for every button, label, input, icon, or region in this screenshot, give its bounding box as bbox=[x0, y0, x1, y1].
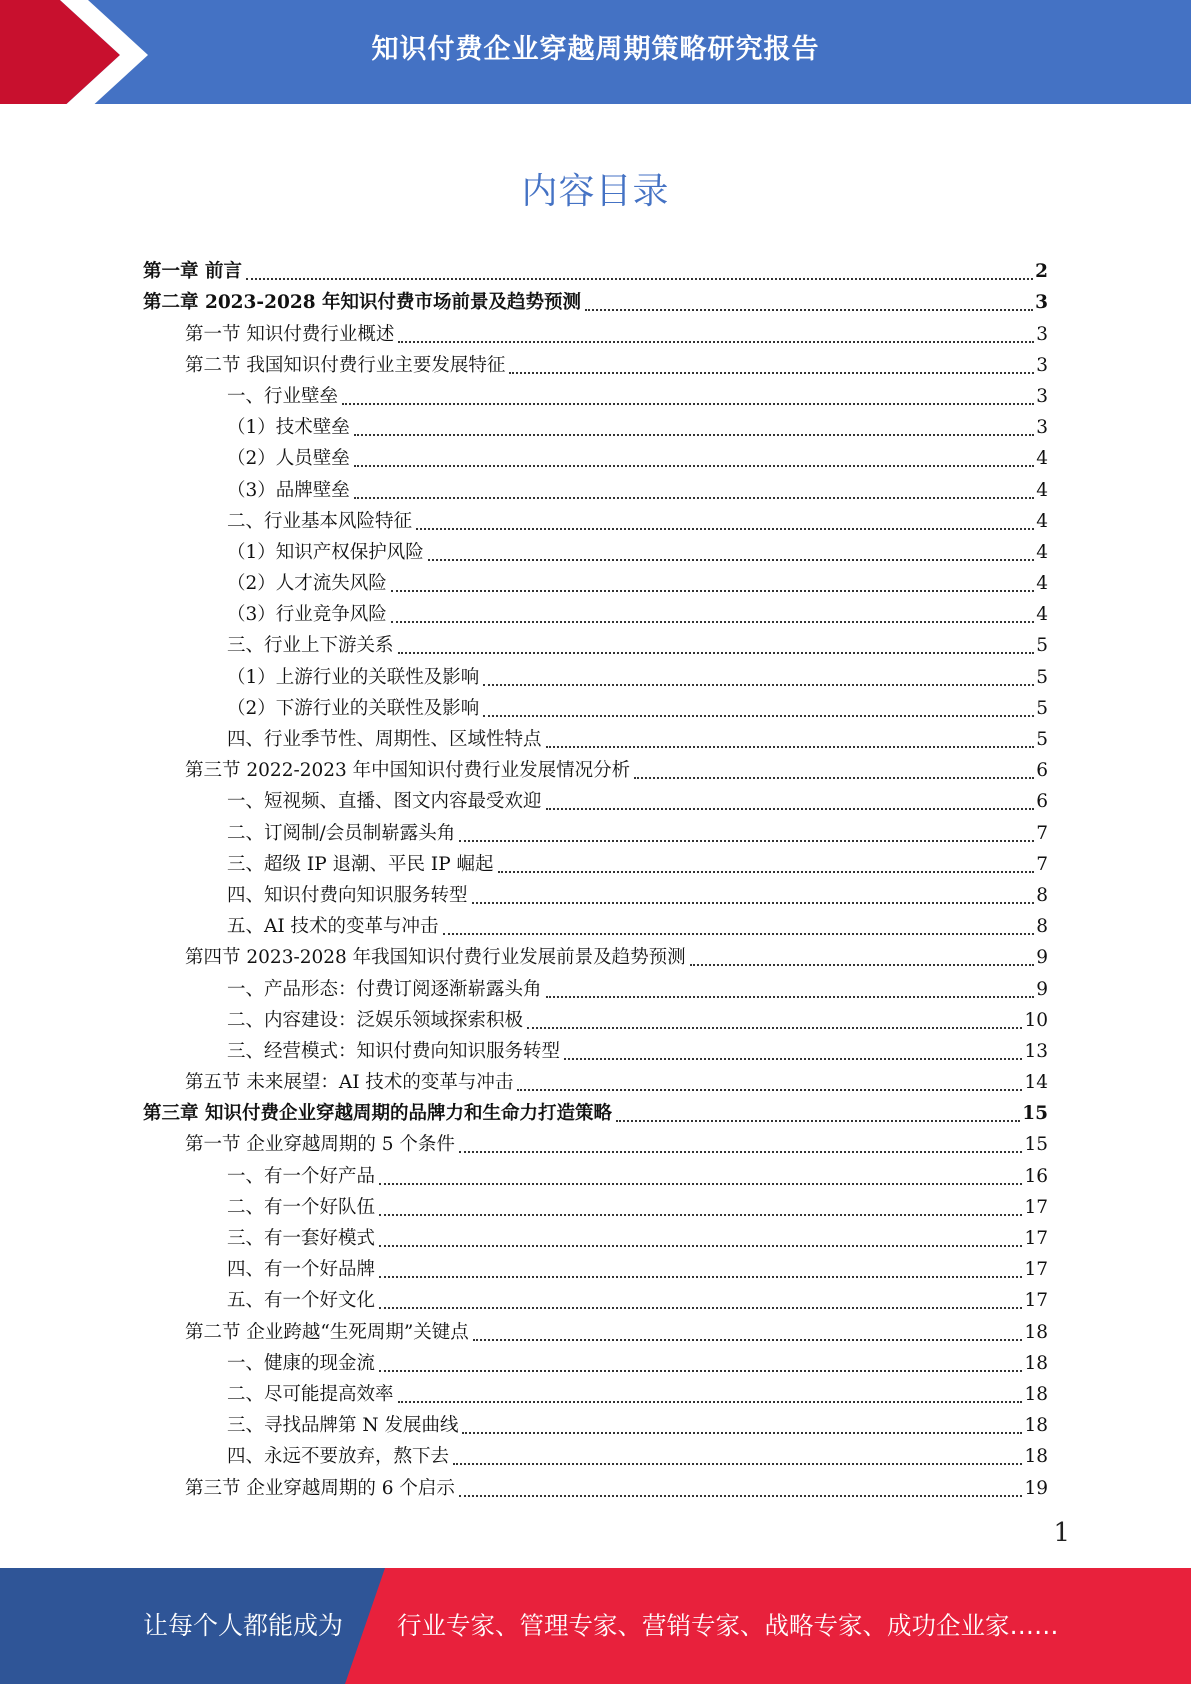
toc-entry-title: 第三节 2022-2023 年中国知识付费行业发展情况分析 bbox=[185, 760, 631, 782]
toc-entry-title: 第一节 企业穿越周期的 5 个条件 bbox=[185, 1134, 455, 1156]
toc-entry-page: 14 bbox=[1024, 1072, 1048, 1094]
toc-entry-page: 3 bbox=[1036, 417, 1048, 439]
toc-dot-leader bbox=[459, 1151, 1023, 1153]
toc-dot-leader bbox=[379, 1214, 1022, 1216]
toc-dot-leader bbox=[459, 1495, 1023, 1497]
toc-dot-leader bbox=[398, 1401, 1023, 1403]
toc-entry-page: 15 bbox=[1024, 1134, 1048, 1156]
toc-entry-page: 18 bbox=[1024, 1415, 1048, 1437]
toc-entry-title: （3）行业竞争风险 bbox=[227, 604, 387, 626]
toc-entry-page: 3 bbox=[1036, 323, 1048, 345]
toc-heading: 内容目录 bbox=[521, 171, 670, 212]
toc-dot-leader bbox=[546, 996, 1035, 998]
toc-dot-leader bbox=[690, 964, 1035, 966]
toc-dot-leader bbox=[246, 278, 1033, 280]
toc-dot-leader bbox=[379, 1245, 1022, 1247]
toc-entry-title: 第二章 2023-2028 年知识付费市场前景及趋势预测 bbox=[143, 292, 582, 314]
toc-entry[interactable] bbox=[143, 1033, 1048, 1064]
toc-entry-title: 二、有一个好队伍 bbox=[227, 1196, 376, 1218]
toc-entry-title: 五、AI 技术的变革与冲击 bbox=[227, 916, 439, 938]
toc-dot-leader bbox=[483, 684, 1034, 686]
toc-dot-leader bbox=[453, 1463, 1022, 1465]
toc-entry-page: 9 bbox=[1036, 947, 1048, 969]
toc-dot-leader bbox=[616, 1120, 1020, 1122]
toc-dot-leader bbox=[462, 1432, 1022, 1434]
toc-entry[interactable] bbox=[143, 846, 1048, 877]
page-footer bbox=[0, 1568, 1191, 1684]
toc-entry[interactable] bbox=[143, 1345, 1048, 1376]
toc-entry-page: 13 bbox=[1024, 1040, 1048, 1062]
toc-entry[interactable] bbox=[143, 1002, 1048, 1033]
toc-entry-title: 三、行业上下游关系 bbox=[227, 635, 394, 657]
toc-entry-page: 18 bbox=[1024, 1383, 1048, 1405]
toc-entry-title: 四、行业季节性、周期性、区域性特点 bbox=[227, 729, 542, 750]
toc-entry-page: 4 bbox=[1036, 479, 1048, 501]
toc-dot-leader bbox=[379, 1276, 1022, 1278]
toc-entry[interactable] bbox=[143, 378, 1048, 409]
toc-entry-page: 16 bbox=[1024, 1165, 1048, 1187]
toc-entry-title: 二、行业基本风险特征 bbox=[227, 510, 413, 532]
toc-dot-leader bbox=[546, 746, 1035, 748]
toc-entry-page: 3 bbox=[1036, 385, 1048, 407]
toc-dot-leader bbox=[391, 621, 1034, 623]
toc-entry-title: （1）上游行业的关联性及影响 bbox=[227, 666, 480, 688]
toc-entry-title: 第一节 知识付费行业概述 bbox=[185, 323, 395, 345]
toc-entry-page: 5 bbox=[1036, 635, 1048, 657]
toc-entry-page: 5 bbox=[1036, 697, 1048, 719]
toc-dot-leader bbox=[473, 1339, 1023, 1341]
toc-entry[interactable] bbox=[143, 1220, 1048, 1251]
toc-entry[interactable] bbox=[143, 814, 1048, 845]
toc-entry[interactable] bbox=[143, 690, 1048, 721]
toc-entry-title: 二、内容建设：泛娱乐领域探索积极 bbox=[227, 1009, 524, 1031]
toc-dot-leader bbox=[517, 1089, 1022, 1091]
toc-dot-leader bbox=[342, 403, 1034, 405]
toc-entry[interactable] bbox=[143, 752, 1048, 783]
toc-entry-page: 17 bbox=[1024, 1196, 1048, 1218]
toc-dot-leader bbox=[354, 465, 1034, 467]
toc-entry[interactable] bbox=[143, 721, 1048, 752]
report-title: 知识付费企业穿越周期策略研究报告 bbox=[371, 34, 820, 65]
toc-entry-page: 10 bbox=[1024, 1009, 1048, 1031]
toc-entry-title: 三、经营模式：知识付费向知识服务转型 bbox=[227, 1040, 561, 1062]
toc-entry[interactable] bbox=[143, 1251, 1048, 1282]
toc-dot-leader bbox=[546, 808, 1035, 810]
toc-dot-leader bbox=[472, 902, 1035, 904]
toc-entry[interactable] bbox=[143, 503, 1048, 534]
toc-entry-title: 第二节 企业跨越“生死周期”关键点 bbox=[185, 1321, 469, 1343]
toc-dot-leader bbox=[585, 309, 1033, 311]
footer-slogan-left: 让每个人都能成为 bbox=[143, 1611, 344, 1640]
toc-entry-page: 8 bbox=[1036, 916, 1048, 938]
toc-entry[interactable] bbox=[143, 347, 1048, 378]
toc-entry-page: 4 bbox=[1036, 510, 1048, 532]
toc-entry[interactable] bbox=[143, 1095, 1048, 1126]
toc-entry-page: 17 bbox=[1024, 1259, 1048, 1281]
toc-entry[interactable] bbox=[143, 1469, 1048, 1500]
toc-entry-page: 18 bbox=[1024, 1352, 1048, 1374]
toc-entry[interactable] bbox=[143, 1189, 1048, 1220]
toc-entry[interactable] bbox=[143, 1157, 1048, 1188]
toc-dot-leader bbox=[398, 652, 1035, 654]
toc-entry-title: （2）下游行业的关联性及影响 bbox=[227, 697, 480, 719]
toc-entry-title: （1）知识产权保护风险 bbox=[227, 541, 424, 563]
toc-dot-leader bbox=[354, 497, 1034, 499]
toc-dot-leader bbox=[527, 1027, 1022, 1029]
toc-entry-page: 4 bbox=[1036, 541, 1048, 563]
toc-entry-page: 6 bbox=[1036, 791, 1048, 813]
toc-dot-leader bbox=[428, 559, 1034, 561]
toc-entry-page: 18 bbox=[1024, 1446, 1048, 1468]
toc-dot-leader bbox=[509, 372, 1034, 374]
toc-entry[interactable] bbox=[143, 315, 1048, 346]
toc-entry-page: 17 bbox=[1024, 1228, 1048, 1249]
toc-entry-page: 4 bbox=[1036, 573, 1048, 595]
toc-entry[interactable] bbox=[143, 877, 1048, 908]
toc-entry-title: 三、寻找品牌第 N 发展曲线 bbox=[227, 1415, 459, 1437]
toc-entry-page: 15 bbox=[1022, 1103, 1048, 1125]
toc-entry-page: 19 bbox=[1024, 1477, 1048, 1499]
toc-entry-title: 第二节 我国知识付费行业主要发展特征 bbox=[185, 354, 506, 376]
toc-entry-page: 2 bbox=[1035, 261, 1048, 283]
toc-entry-page: 3 bbox=[1035, 292, 1048, 314]
toc-entry-page: 5 bbox=[1036, 729, 1048, 750]
toc-entry-title: 第四节 2023-2028 年我国知识付费行业发展前景及趋势预测 bbox=[185, 947, 686, 969]
toc-entry[interactable] bbox=[143, 1407, 1048, 1438]
toc-entry-title: 二、订阅制/会员制崭露头角 bbox=[227, 822, 456, 844]
toc-entry-page: 5 bbox=[1036, 666, 1048, 688]
toc-entry-page: 4 bbox=[1036, 604, 1048, 626]
toc-entry-title: （2）人员壁垒 bbox=[227, 448, 350, 470]
toc-entry[interactable] bbox=[143, 253, 1048, 284]
toc-entry[interactable] bbox=[143, 627, 1048, 658]
toc-entry-page: 17 bbox=[1024, 1290, 1048, 1312]
toc-dot-leader bbox=[416, 528, 1034, 530]
toc-entry[interactable] bbox=[143, 1126, 1048, 1157]
toc-entry-title: 第三章 知识付费企业穿越周期的品牌力和生命力打造策略 bbox=[143, 1103, 612, 1125]
toc-entry-title: 四、知识付费向知识服务转型 bbox=[227, 884, 468, 906]
toc-entry-title: 第一章 前言 bbox=[143, 261, 242, 283]
toc-dot-leader bbox=[443, 933, 1035, 935]
toc-entry[interactable] bbox=[143, 471, 1048, 502]
toc-entry-page: 4 bbox=[1036, 448, 1048, 470]
toc-dot-leader bbox=[483, 715, 1034, 717]
toc-entry-title: 一、行业壁垒 bbox=[227, 385, 339, 407]
toc-entry-title: 四、有一个好品牌 bbox=[227, 1259, 376, 1281]
toc-entry[interactable] bbox=[143, 1313, 1048, 1344]
toc-entry-page: 7 bbox=[1036, 853, 1048, 875]
toc-entry[interactable] bbox=[143, 409, 1048, 440]
toc-entry-title: （3）品牌壁垒 bbox=[227, 479, 350, 501]
toc-entry-title: 一、健康的现金流 bbox=[227, 1352, 376, 1374]
toc-entry-title: 一、短视频、直播、图文内容最受欢迎 bbox=[227, 791, 542, 813]
toc-entry-page: 8 bbox=[1036, 884, 1048, 906]
toc-dot-leader bbox=[459, 840, 1034, 842]
toc-dot-leader bbox=[498, 871, 1035, 873]
toc-dot-leader bbox=[354, 434, 1034, 436]
toc-entry[interactable] bbox=[143, 565, 1048, 596]
toc-entry-title: 四、永远不要放弃，熬下去 bbox=[227, 1446, 450, 1468]
toc-entry-title: 五、有一个好文化 bbox=[227, 1290, 376, 1312]
toc-dot-leader bbox=[564, 1058, 1022, 1060]
toc-entry[interactable] bbox=[143, 908, 1048, 939]
toc-entry-page: 9 bbox=[1036, 978, 1048, 1000]
toc-entry[interactable] bbox=[143, 1282, 1048, 1313]
toc-entry[interactable] bbox=[143, 1376, 1048, 1407]
toc-entry[interactable] bbox=[143, 970, 1048, 1001]
toc-entry[interactable] bbox=[143, 596, 1048, 627]
toc-entry-title: 二、尽可能提高效率 bbox=[227, 1383, 394, 1405]
toc-entry[interactable] bbox=[143, 939, 1048, 970]
toc-entry-title: （1）技术壁垒 bbox=[227, 417, 350, 439]
toc-entry[interactable] bbox=[143, 440, 1048, 471]
toc-entry-title: （2）人才流失风险 bbox=[227, 573, 387, 595]
toc-entry-title: 第五节 未来展望：AI 技术的变革与冲击 bbox=[185, 1072, 514, 1094]
toc-entry[interactable] bbox=[143, 534, 1048, 565]
toc-entry-page: 18 bbox=[1024, 1321, 1048, 1343]
footer-slogan-right: 行业专家、管理专家、营销专家、战略专家、成功企业家…… bbox=[397, 1611, 1059, 1640]
toc-dot-leader bbox=[391, 590, 1034, 592]
toc-entry-page: 6 bbox=[1036, 760, 1048, 782]
toc-entry[interactable] bbox=[143, 783, 1048, 814]
toc-entry-title: 三、超级 IP 退潮、平民 IP 崛起 bbox=[227, 853, 494, 875]
toc-dot-leader bbox=[398, 341, 1034, 343]
toc-entry-page: 7 bbox=[1036, 822, 1048, 844]
toc-entry-title: 一、有一个好产品 bbox=[227, 1165, 376, 1187]
toc-entry-title: 三、有一套好模式 bbox=[227, 1228, 376, 1249]
page-number: 1 bbox=[1053, 1518, 1070, 1548]
toc-entry[interactable] bbox=[143, 658, 1048, 689]
toc-dot-leader bbox=[634, 777, 1034, 779]
toc-dot-leader bbox=[379, 1307, 1022, 1309]
table-of-contents bbox=[143, 253, 1048, 1501]
toc-entry[interactable] bbox=[143, 1064, 1048, 1095]
page-header bbox=[0, 0, 1191, 110]
toc-entry-page: 3 bbox=[1036, 354, 1048, 376]
toc-entry[interactable] bbox=[143, 1438, 1048, 1469]
toc-dot-leader bbox=[379, 1370, 1022, 1372]
toc-entry-title: 第三节 企业穿越周期的 6 个启示 bbox=[185, 1477, 455, 1499]
toc-entry[interactable] bbox=[143, 284, 1048, 315]
toc-entry-title: 一、产品形态：付费订阅逐渐崭露头角 bbox=[227, 978, 542, 1000]
toc-dot-leader bbox=[379, 1183, 1022, 1185]
